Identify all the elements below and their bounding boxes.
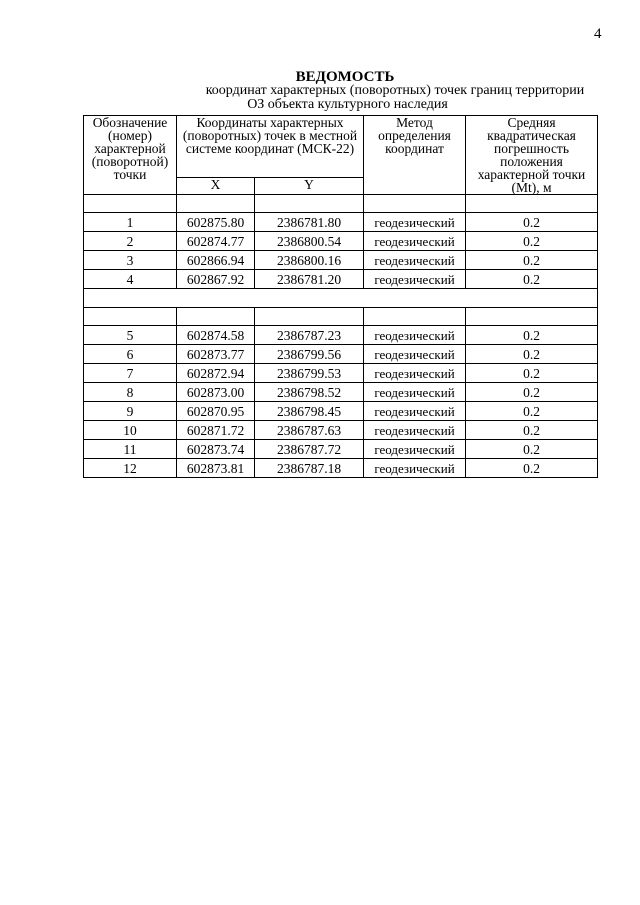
cell-method: геодезический (364, 345, 466, 364)
cell-method: геодезический (364, 383, 466, 402)
document-header (0, 70, 640, 112)
cell-method: геодезический (364, 270, 466, 289)
coordinates-table (83, 115, 598, 478)
cell-point-number: 4 (84, 270, 177, 289)
cell-error: 0.2 (466, 421, 598, 440)
table-row (84, 364, 598, 383)
table-row (84, 383, 598, 402)
header-y: Y (255, 177, 364, 194)
cell-error: 0.2 (466, 440, 598, 459)
header-x: X (177, 177, 255, 194)
cell-method: геодезический (364, 364, 466, 383)
cell-point-number: 1 (84, 213, 177, 232)
cell-x: 602866.94 (177, 251, 255, 270)
table-row (84, 213, 598, 232)
cell-x: 602867.92 (177, 270, 255, 289)
cell-point-number: 9 (84, 402, 177, 421)
cell-x: 602870.95 (177, 402, 255, 421)
cell-method: геодезический (364, 326, 466, 345)
cell-point-number: 5 (84, 326, 177, 345)
cell-x: 602873.77 (177, 345, 255, 364)
cell-error: 0.2 (466, 232, 598, 251)
document-title: ВЕДОМОСТЬ (295, 69, 395, 85)
table-row (84, 459, 598, 478)
cell-x: 602871.72 (177, 421, 255, 440)
cell-point-number: 10 (84, 421, 177, 440)
page-number: 4 (594, 26, 602, 42)
cell-point-number: 6 (84, 345, 177, 364)
cell-point-number: 2 (84, 232, 177, 251)
cell-method: геодезический (364, 421, 466, 440)
cell-x: 602874.58 (177, 326, 255, 345)
cell-method: геодезический (364, 459, 466, 478)
cell-method: геодезический (364, 251, 466, 270)
cell-y: 2386799.53 (255, 364, 364, 383)
table-row (84, 232, 598, 251)
cell-y: 2386787.23 (255, 326, 364, 345)
cell-y: 2386800.54 (255, 232, 364, 251)
cell-method: геодезический (364, 440, 466, 459)
table-row (84, 402, 598, 421)
cell-point-number: 7 (84, 364, 177, 383)
cell-error: 0.2 (466, 251, 598, 270)
table-spacer-row (84, 308, 598, 326)
cell-x: 602873.74 (177, 440, 255, 459)
cell-error: 0.2 (466, 364, 598, 383)
cell-y: 2386787.72 (255, 440, 364, 459)
cell-y: 2386781.80 (255, 213, 364, 232)
cell-error: 0.2 (466, 383, 598, 402)
cell-error: 0.2 (466, 326, 598, 345)
cell-point-number: 3 (84, 251, 177, 270)
cell-x: 602874.77 (177, 232, 255, 251)
cell-y: 2386798.52 (255, 383, 364, 402)
table-row (84, 421, 598, 440)
cell-x: 602873.00 (177, 383, 255, 402)
cell-point-number: 11 (84, 440, 177, 459)
cell-error: 0.2 (466, 213, 598, 232)
cell-y: 2386781.20 (255, 270, 364, 289)
cell-method: геодезический (364, 213, 466, 232)
table-row (84, 326, 598, 345)
cell-y: 2386787.18 (255, 459, 364, 478)
table-separator-row (84, 289, 598, 308)
cell-y: 2386787.63 (255, 421, 364, 440)
header-error: Средняя квадратическая погрешность положения характерной точки (Mt), м (466, 116, 598, 195)
table-row (84, 251, 598, 270)
cell-x: 602872.94 (177, 364, 255, 383)
cell-point-number: 12 (84, 459, 177, 478)
cell-error: 0.2 (466, 459, 598, 478)
table-spacer-row (84, 195, 598, 213)
document-subtitle-line1: координат характерных (поворотных) точек границ территории (205, 83, 585, 98)
header-method: Метод определения координат (364, 116, 466, 195)
cell-error: 0.2 (466, 345, 598, 364)
cell-y: 2386798.45 (255, 402, 364, 421)
cell-y: 2386799.56 (255, 345, 364, 364)
cell-error: 0.2 (466, 402, 598, 421)
header-designation: Обозначение (номер) характерной (поворотной) точки (84, 116, 177, 195)
cell-x: 602873.81 (177, 459, 255, 478)
cell-method: геодезический (364, 402, 466, 421)
table-row (84, 270, 598, 289)
document-subtitle-line2: ОЗ объекта культурного наследия (247, 97, 448, 112)
header-coordinates: Координаты характерных (поворотных) точек в местной системе координат (МСК-22) (177, 116, 364, 178)
table-row (84, 345, 598, 364)
cell-point-number: 8 (84, 383, 177, 402)
cell-x: 602875.80 (177, 213, 255, 232)
table-row (84, 440, 598, 459)
cell-y: 2386800.16 (255, 251, 364, 270)
cell-method: геодезический (364, 232, 466, 251)
cell-error: 0.2 (466, 270, 598, 289)
